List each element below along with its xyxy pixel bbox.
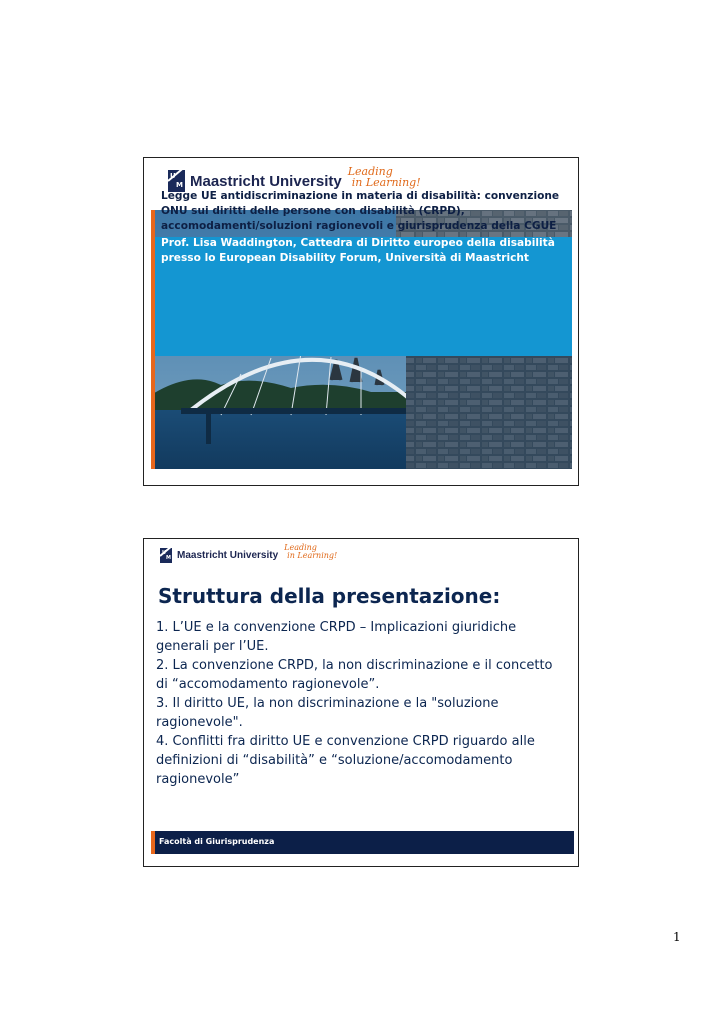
outline-item: 4. Conflitti fra diritto UE e convenzione CRPD riguardo alle definizioni di “disabilità” e “soluzione/accomodamento ragionevole” [156,734,535,787]
presentation-title: Legge UE antidiscriminazione in materia di disabilità: convenzione ONU sui diritti delle persone con disabilità (CRPD), accomodamenti/soluzioni ragionevoli e giurisprudenza della CGUE [161,190,560,233]
outline-item: 3. Il diritto UE, la non discriminazione e la "soluzione ragionevole". [156,696,499,730]
footer-bar [151,831,574,854]
um-logo-icon: M [160,548,172,563]
university-name: Maastricht University [177,549,279,561]
tagline: Leading in Learning! [347,165,421,189]
outline-item: 2. La convenzione CRPD, la non discriminazione e il concetto di “accomodamento ragionevole”. [156,658,553,692]
slide-2 [143,538,579,867]
accent-bar [151,831,155,854]
outline-item: 1. L’UE e la convenzione CRPD – Implicazioni giuridiche generali per l’UE. [156,620,517,654]
presenter-credit: Prof. Lisa Waddington, Cattedra di Diritto europeo della disabilità presso lo European Disability Forum, Università di Maastricht [161,236,555,264]
tagline: Leading in Learning! [284,543,338,560]
university-name: Maastricht University [190,172,342,190]
outline-list [156,618,566,789]
slide-title: Struttura della presentazione: [158,584,501,608]
slide-1 [143,157,579,486]
faculty-label: Facoltà di Giurisprudenza [159,837,275,846]
slide-1-text [161,189,561,266]
university-logo [160,543,338,563]
accent-bar [151,210,155,469]
um-logo-icon: M [168,170,185,192]
page-number: 1 [673,930,681,944]
